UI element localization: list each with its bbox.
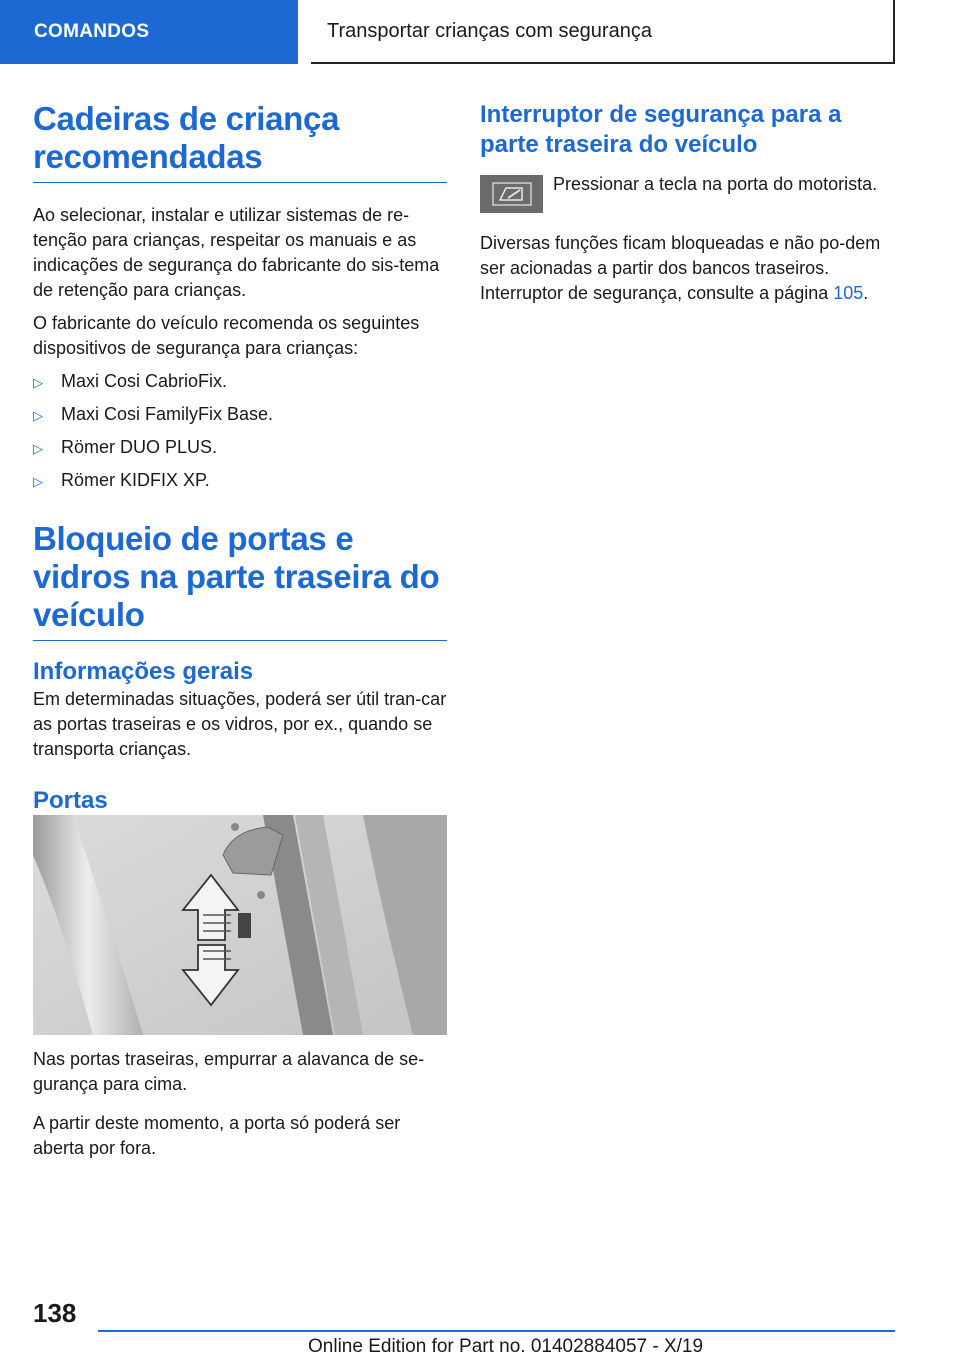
header-section: COMANDOS (0, 0, 298, 64)
list-item-text: Römer DUO PLUS. (61, 437, 218, 457)
triangle-bullet-icon: ▷ (33, 408, 43, 423)
footer-divider (98, 1330, 895, 1332)
door-lever-illustration (33, 815, 447, 1035)
right-column (480, 100, 900, 306)
paragraph-see-page (480, 281, 900, 306)
header-chapter: Transportar crianças com segurança (311, 0, 895, 64)
paragraph-open-outside: A partir deste momento, a porta só poderá ser aberta por fora. (33, 1113, 401, 1158)
paragraph-push-lever: Nas portas traseiras, empurrar a alavanca de se-gurança para cima. (33, 1049, 425, 1094)
paragraph-manufacturer: O fabricante do veículo recomenda os seguintes dispositivos de segurança para crianças: (33, 313, 420, 358)
paragraph-general-info: Em determinadas situações, poderá ser útil tran-car as portas traseiras e os vidros, por ex., quando se transporta crianças. (33, 689, 447, 759)
seat-list (33, 369, 447, 494)
triangle-bullet-icon: ▷ (33, 474, 43, 489)
heading-safety-switch: Interruptor de segurança para a parte traseira do veículo (480, 101, 842, 158)
triangle-bullet-icon: ▷ (33, 441, 43, 456)
door-instructions (33, 1047, 447, 1161)
see-page-text: Interruptor de segurança, consulte a página (480, 283, 834, 303)
list-item (33, 435, 447, 461)
left-column (33, 100, 447, 816)
footer-edition: Online Edition for Part no. 01402884057 - X/19 (308, 1336, 704, 1357)
page-reference-link[interactable]: 105 (833, 283, 864, 303)
switch-row (480, 172, 900, 213)
heading-general-info: Informações gerais (33, 658, 254, 685)
list-item (33, 369, 447, 395)
page-number: 138 (33, 1298, 77, 1328)
paragraph-press-button: Pressionar a tecla na porta do motorista. (553, 174, 878, 194)
list-item (33, 468, 447, 494)
list-item-text: Maxi Cosi FamilyFix Base. (61, 404, 274, 424)
heading-door-window-lock: Bloqueio de portas e vidros na parte traseira do veículo (33, 520, 447, 641)
heading-recommended-seats: Cadeiras de criança recomendadas (33, 100, 447, 183)
paragraph-functions-locked: Diversas funções ficam bloqueadas e não po-dem ser acionadas a partir dos bancos traseiros. (480, 233, 881, 278)
list-item-text: Römer KIDFIX XP. (61, 470, 210, 490)
list-item-text: Maxi Cosi CabrioFix. (61, 371, 228, 391)
triangle-bullet-icon: ▷ (33, 375, 43, 390)
list-item (33, 402, 447, 428)
heading-doors: Portas (33, 787, 108, 814)
paragraph-seat-selection: Ao selecionar, instalar e utilizar sistemas de re-tenção para crianças, respeitar os manuais e as indicações de segurança do fabricante do sis-tema de retenção para crianças. (33, 205, 440, 300)
window-lock-button-icon (480, 175, 543, 213)
see-page-period: . (863, 283, 869, 303)
